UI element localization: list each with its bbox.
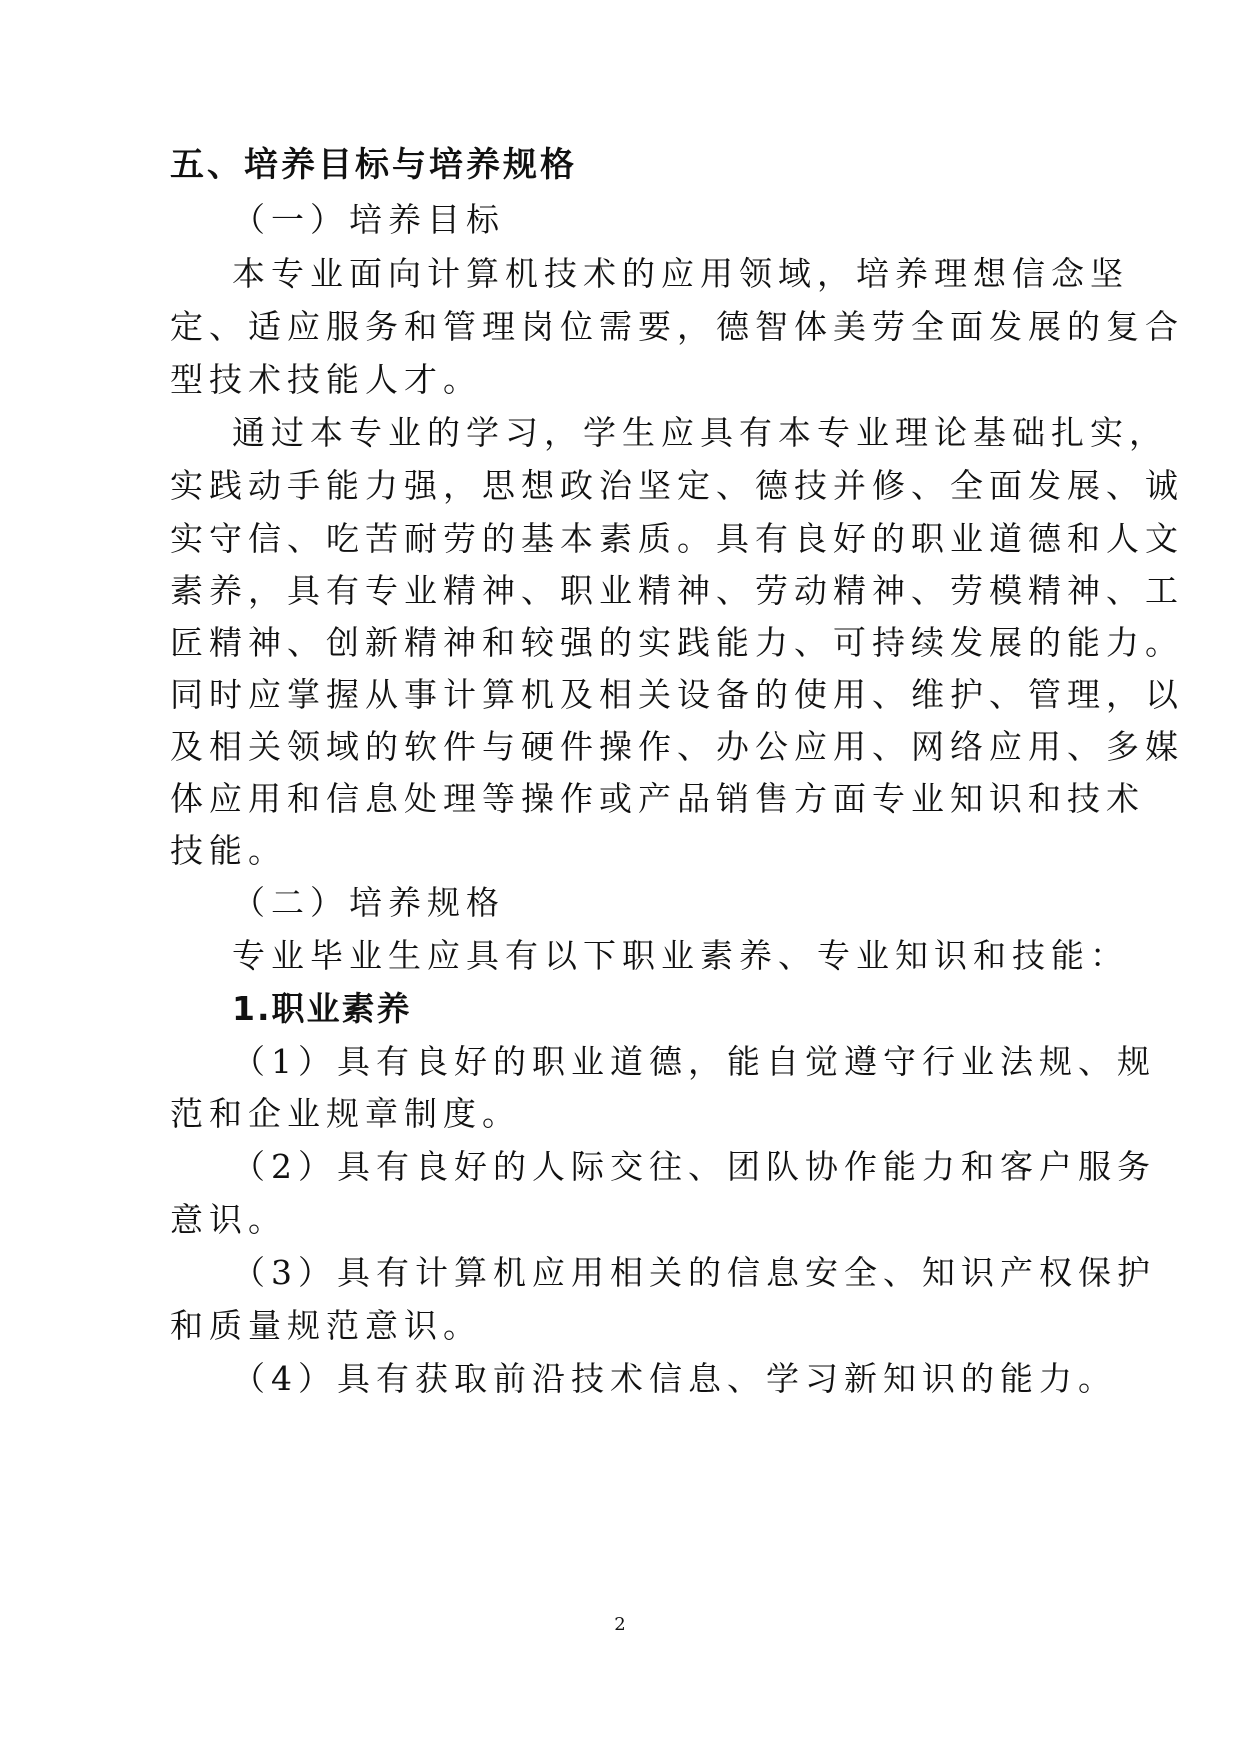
paragraph-line: 同时应掌握从事计算机及相关设备的使用、维护、管理，以	[170, 675, 1184, 714]
page-number: 2	[614, 1614, 626, 1635]
paragraph-line: 体应用和信息处理等操作或产品销售方面专业知识和技术	[170, 779, 1145, 818]
list-item-line: （1）具有良好的职业道德，能自觉遵守行业法规、规	[232, 1042, 1156, 1081]
paragraph-line: 实守信、吃苦耐劳的基本素质。具有良好的职业道德和人文	[170, 519, 1184, 558]
paragraph-line: 定、适应服务和管理岗位需要，德智体美劳全面发展的复合	[170, 307, 1184, 346]
paragraph-line: 技能。	[170, 831, 287, 870]
paragraph-line: 及相关领域的软件与硬件操作、办公应用、网络应用、多媒	[170, 727, 1184, 766]
list-item-line: （4）具有获取前沿技术信息、学习新知识的能力。	[232, 1359, 1117, 1398]
subheading-professional-quality: 1.职业素养	[232, 989, 412, 1028]
list-item-line: （3）具有计算机应用相关的信息安全、知识产权保护	[232, 1253, 1156, 1292]
subsection-title-goals: （一）培养目标	[232, 200, 505, 239]
paragraph-line: 实践动手能力强，思想政治坚定、德技并修、全面发展、诚	[170, 466, 1184, 505]
paragraph-line: 素养，具有专业精神、职业精神、劳动精神、劳模精神、工	[170, 571, 1184, 610]
list-item-line: 范和企业规章制度。	[170, 1094, 521, 1133]
paragraph-line: 型技术技能人才。	[170, 360, 482, 399]
subsection-title-specs: （二）培养规格	[232, 883, 505, 922]
list-item-line: 和质量规范意识。	[170, 1306, 482, 1345]
paragraph-line: 本专业面向计算机技术的应用领域，培养理想信念坚	[232, 254, 1129, 293]
paragraph-line: 专业毕业生应具有以下职业素养、专业知识和技能：	[232, 936, 1129, 975]
section-heading: 五、培养目标与培养规格	[170, 145, 577, 185]
paragraph-line: 通过本专业的学习，学生应具有本专业理论基础扎实，	[232, 413, 1168, 452]
list-item-line: （2）具有良好的人际交往、团队协作能力和客户服务	[232, 1147, 1156, 1186]
paragraph-line: 匠精神、创新精神和较强的实践能力、可持续发展的能力。	[170, 623, 1184, 662]
list-item-line: 意识。	[170, 1200, 287, 1239]
